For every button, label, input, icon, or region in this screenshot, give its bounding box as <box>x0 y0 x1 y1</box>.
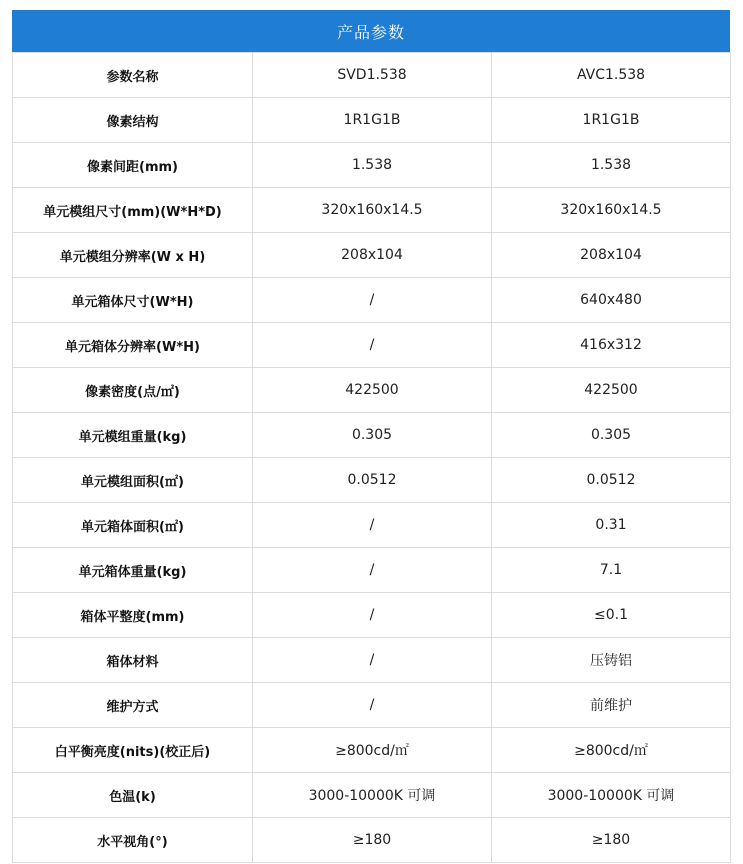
avc-value-cell: 320x160x14.5 <box>492 188 731 233</box>
avc-value-cell: 3000-10000K 可调 <box>492 773 731 818</box>
avc-value-cell: 1.538 <box>492 143 731 188</box>
spec-table-body <box>13 53 731 863</box>
param-name-cell: 单元箱体分辨率(W*H) <box>13 323 253 368</box>
param-name-cell: 单元箱体面积(㎡) <box>13 503 253 548</box>
table-row <box>13 188 731 233</box>
table-row <box>13 503 731 548</box>
table-row <box>13 458 731 503</box>
table-row <box>13 638 731 683</box>
avc-value-cell: 0.305 <box>492 413 731 458</box>
svd-value-cell: 1.538 <box>253 143 492 188</box>
avc-value-cell: 1R1G1B <box>492 98 731 143</box>
table-row <box>13 593 731 638</box>
param-name-cell: 单元模组重量(kg) <box>13 413 253 458</box>
avc-value-cell: ≤0.1 <box>492 593 731 638</box>
table-row <box>13 728 731 773</box>
spec-table <box>12 52 731 863</box>
param-name-cell: 单元模组面积(㎡) <box>13 458 253 503</box>
param-name-cell: 维护方式 <box>13 683 253 728</box>
spec-table-container <box>12 10 730 863</box>
svd-value-cell: ≥800cd/㎡ <box>253 728 492 773</box>
param-name-cell: 箱体材料 <box>13 638 253 683</box>
table-row <box>13 278 731 323</box>
param-name-cell: 水平视角(°) <box>13 818 253 863</box>
svd-value-cell: / <box>253 503 492 548</box>
param-name-cell: 单元箱体重量(kg) <box>13 548 253 593</box>
table-row <box>13 233 731 278</box>
avc-value-cell: AVC1.538 <box>492 53 731 98</box>
table-row <box>13 548 731 593</box>
param-name-cell: 参数名称 <box>13 53 253 98</box>
avc-value-cell: ≥800cd/㎡ <box>492 728 731 773</box>
table-row <box>13 818 731 863</box>
avc-value-cell: 208x104 <box>492 233 731 278</box>
svd-value-cell: / <box>253 593 492 638</box>
param-name-cell: 像素密度(点/㎡) <box>13 368 253 413</box>
table-row <box>13 683 731 728</box>
table-row <box>13 413 731 458</box>
param-name-cell: 箱体平整度(mm) <box>13 593 253 638</box>
avc-value-cell: 7.1 <box>492 548 731 593</box>
svd-value-cell: / <box>253 638 492 683</box>
table-row <box>13 773 731 818</box>
table-row <box>13 323 731 368</box>
svd-value-cell: 0.0512 <box>253 458 492 503</box>
table-row <box>13 53 731 98</box>
svd-value-cell: 3000-10000K 可调 <box>253 773 492 818</box>
param-name-cell: 单元箱体尺寸(W*H) <box>13 278 253 323</box>
table-title: 产品参数 <box>12 10 730 52</box>
param-name-cell: 白平衡亮度(nits)(校正后) <box>13 728 253 773</box>
table-row <box>13 98 731 143</box>
table-row <box>13 143 731 188</box>
avc-value-cell: 640x480 <box>492 278 731 323</box>
svd-value-cell: / <box>253 683 492 728</box>
svd-value-cell: 422500 <box>253 368 492 413</box>
svd-value-cell: / <box>253 548 492 593</box>
table-row <box>13 368 731 413</box>
param-name-cell: 单元模组分辨率(W x H) <box>13 233 253 278</box>
svd-value-cell: / <box>253 323 492 368</box>
avc-value-cell: ≥180 <box>492 818 731 863</box>
svd-value-cell: 0.305 <box>253 413 492 458</box>
avc-value-cell: 压铸铝 <box>492 638 731 683</box>
svd-value-cell: 208x104 <box>253 233 492 278</box>
svd-value-cell: 1R1G1B <box>253 98 492 143</box>
svd-value-cell: / <box>253 278 492 323</box>
svd-value-cell: 320x160x14.5 <box>253 188 492 233</box>
avc-value-cell: 0.0512 <box>492 458 731 503</box>
param-name-cell: 色温(k) <box>13 773 253 818</box>
avc-value-cell: 422500 <box>492 368 731 413</box>
svd-value-cell: ≥180 <box>253 818 492 863</box>
param-name-cell: 像素间距(mm) <box>13 143 253 188</box>
avc-value-cell: 416x312 <box>492 323 731 368</box>
avc-value-cell: 0.31 <box>492 503 731 548</box>
param-name-cell: 单元模组尺寸(mm)(W*H*D) <box>13 188 253 233</box>
svd-value-cell: SVD1.538 <box>253 53 492 98</box>
avc-value-cell: 前维护 <box>492 683 731 728</box>
param-name-cell: 像素结构 <box>13 98 253 143</box>
